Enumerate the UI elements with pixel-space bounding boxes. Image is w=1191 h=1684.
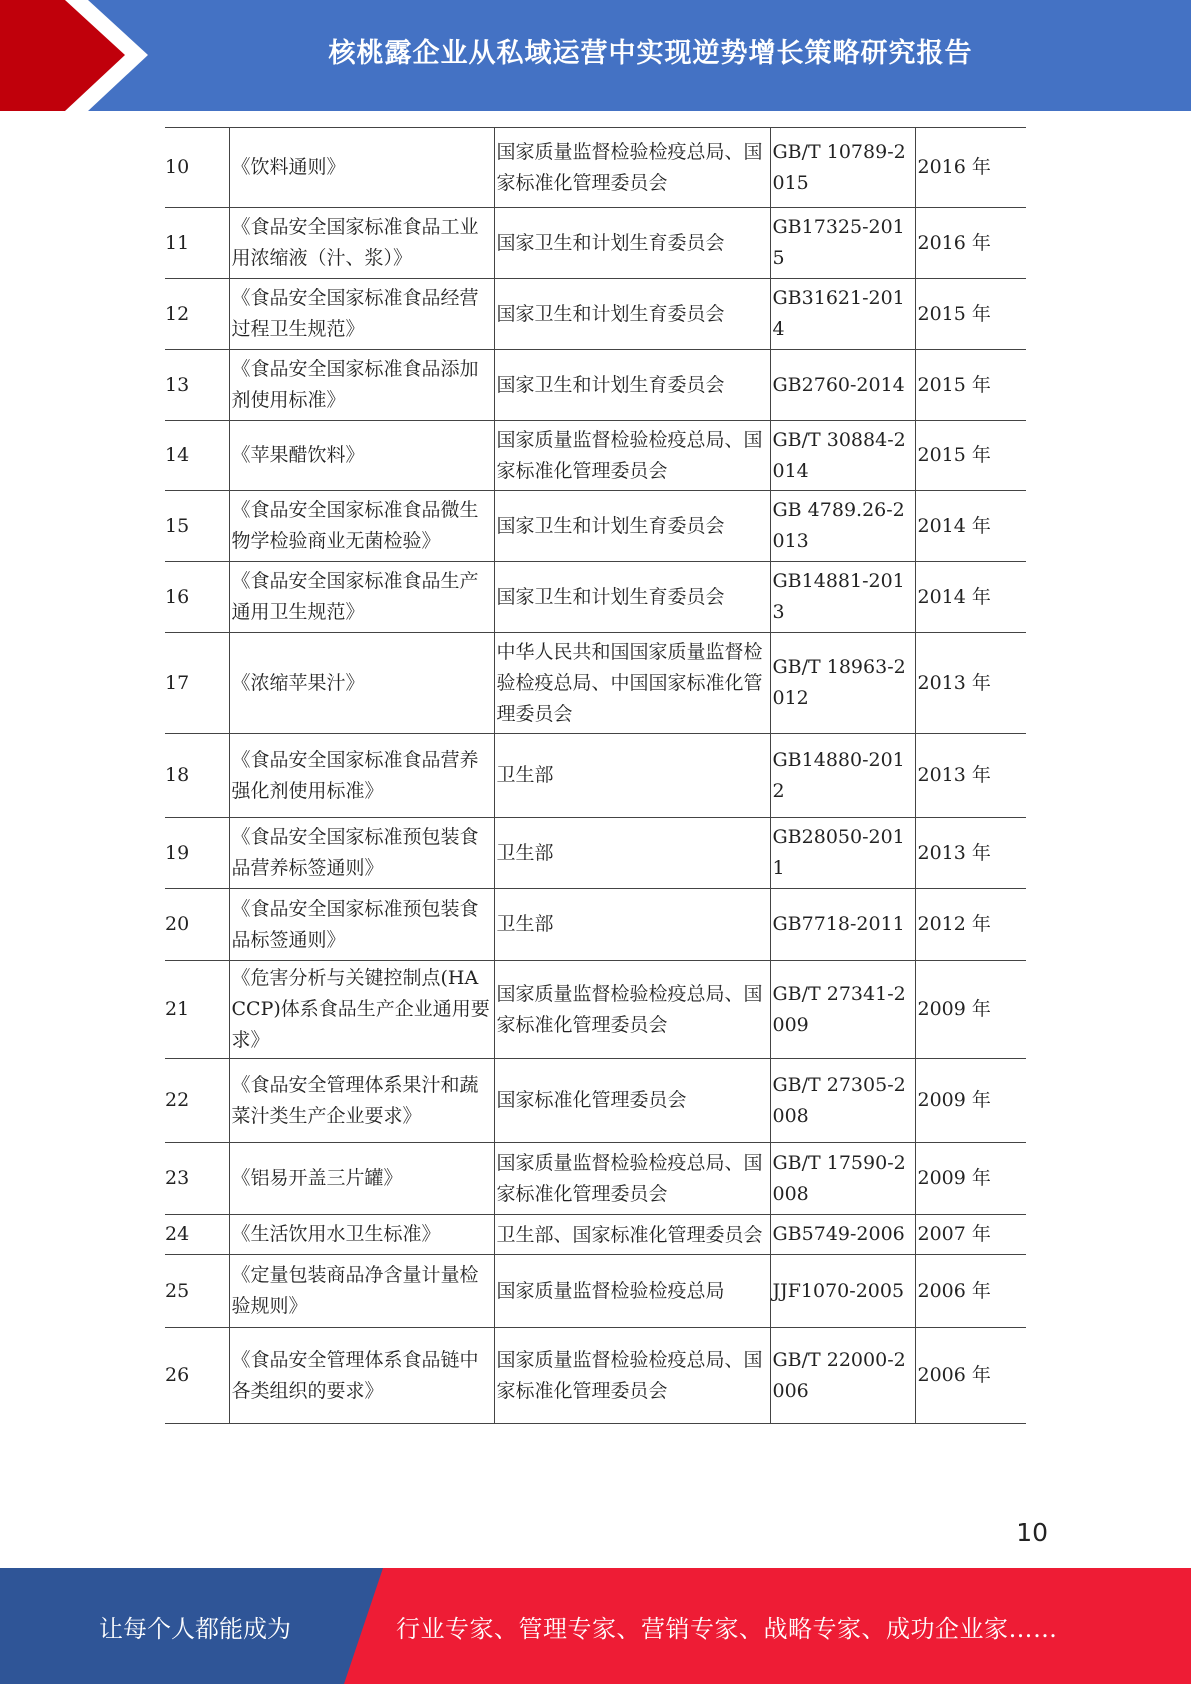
standard-name: 《食品安全国家标准预包装食品标签通则》 — [229, 889, 494, 961]
standard-code: GB17325-2015 — [770, 208, 915, 279]
row-number: 11 — [165, 208, 229, 279]
row-number: 18 — [165, 734, 229, 818]
effective-year: 2014 年 — [915, 491, 1026, 562]
effective-year: 2013 年 — [915, 818, 1026, 889]
table-row — [165, 350, 1026, 421]
effective-year: 2012 年 — [915, 889, 1026, 961]
standard-name: 《食品安全国家标准食品添加剂使用标准》 — [229, 350, 494, 421]
standard-code: GB/T 17590-2008 — [770, 1143, 915, 1215]
standard-code: GB14881-2013 — [770, 562, 915, 633]
effective-year: 2009 年 — [915, 1143, 1026, 1215]
effective-year: 2015 年 — [915, 279, 1026, 350]
effective-year: 2013 年 — [915, 734, 1026, 818]
effective-year: 2006 年 — [915, 1328, 1026, 1424]
standard-code: GB/T 18963-2012 — [770, 633, 915, 734]
row-number: 26 — [165, 1328, 229, 1424]
table-row — [165, 128, 1026, 208]
issuing-authority: 国家卫生和计划生育委员会 — [494, 350, 770, 421]
issuing-authority: 国家质量监督检验检疫总局 — [494, 1255, 770, 1328]
issuing-authority: 国家质量监督检验检疫总局、国家标准化管理委员会 — [494, 1328, 770, 1424]
effective-year: 2009 年 — [915, 1059, 1026, 1143]
issuing-authority: 国家卫生和计划生育委员会 — [494, 562, 770, 633]
standard-name: 《定量包装商品净含量计量检验规则》 — [229, 1255, 494, 1328]
issuing-authority: 卫生部 — [494, 734, 770, 818]
effective-year: 2014 年 — [915, 562, 1026, 633]
issuing-authority: 国家质量监督检验检疫总局、国家标准化管理委员会 — [494, 421, 770, 491]
table-row — [165, 961, 1026, 1059]
row-number: 19 — [165, 818, 229, 889]
standard-code: GB28050-2011 — [770, 818, 915, 889]
footer-banner — [0, 1568, 1191, 1684]
standard-code: JJF1070-2005 — [770, 1255, 915, 1328]
standard-code: GB31621-2014 — [770, 279, 915, 350]
standard-name: 《食品安全国家标准食品工业用浓缩液（汁、浆）》 — [229, 208, 494, 279]
table-row — [165, 1328, 1026, 1424]
table-row — [165, 818, 1026, 889]
table-row — [165, 633, 1026, 734]
effective-year: 2016 年 — [915, 128, 1026, 208]
row-number: 22 — [165, 1059, 229, 1143]
issuing-authority — [494, 1215, 770, 1255]
table-row — [165, 1059, 1026, 1143]
effective-year: 2007 年 — [915, 1215, 1026, 1255]
footer-slogan-tail: 行业专家、管理专家、营销专家、战略专家、成功企业家…… — [396, 1614, 1058, 1643]
row-number: 21 — [165, 961, 229, 1059]
standard-code: GB2760-2014 — [770, 350, 915, 421]
effective-year: 2013 年 — [915, 633, 1026, 734]
standards-table — [165, 127, 1026, 1424]
table-row — [165, 1255, 1026, 1328]
row-number: 24 — [165, 1215, 229, 1255]
row-number: 20 — [165, 889, 229, 961]
standard-code: GB5749-2006 — [770, 1215, 915, 1255]
header-banner — [0, 0, 1191, 111]
standard-code: GB/T 30884-2014 — [770, 421, 915, 491]
row-number: 23 — [165, 1143, 229, 1215]
table-row — [165, 1143, 1026, 1215]
issuing-authority: 中华人民共和国国家质量监督检验检疫总局、中国国家标准化管理委员会 — [494, 633, 770, 734]
standard-name: 《生活饮用水卫生标准》 — [229, 1215, 494, 1255]
standard-name: 《浓缩苹果汁》 — [229, 633, 494, 734]
issuing-authority: 国家质量监督检验检疫总局、国家标准化管理委员会 — [494, 961, 770, 1059]
row-number: 17 — [165, 633, 229, 734]
issuing-authority: 国家卫生和计划生育委员会 — [494, 208, 770, 279]
standard-name: 《苹果醋饮料》 — [229, 421, 494, 491]
standard-name: 《食品安全国家标准预包装食品营养标签通则》 — [229, 818, 494, 889]
standard-name: 《食品安全国家标准食品微生物学检验商业无菌检验》 — [229, 491, 494, 562]
report-title: 核桃露企业从私域运营中实现逆势增长策略研究报告 — [328, 37, 973, 69]
issuing-authority: 国家卫生和计划生育委员会 — [494, 491, 770, 562]
standard-code: GB14880-2012 — [770, 734, 915, 818]
table-row — [165, 491, 1026, 562]
effective-year: 2009 年 — [915, 961, 1026, 1059]
standard-code: GB/T 27341-2009 — [770, 961, 915, 1059]
row-number: 25 — [165, 1255, 229, 1328]
table-row — [165, 1215, 1026, 1255]
standard-code: GB/T 22000-2006 — [770, 1328, 915, 1424]
standard-code: GB/T 10789-2015 — [770, 128, 915, 208]
standard-name: 《饮料通则》 — [229, 128, 494, 208]
row-number: 14 — [165, 421, 229, 491]
standard-code: GB/T 27305-2008 — [770, 1059, 915, 1143]
standard-name: 《食品安全管理体系果汁和蔬菜汁类生产企业要求》 — [229, 1059, 494, 1143]
effective-year: 2016 年 — [915, 208, 1026, 279]
effective-year: 2015 年 — [915, 350, 1026, 421]
issuing-authority: 国家标准化管理委员会 — [494, 1059, 770, 1143]
standard-name: 《食品安全国家标准食品生产通用卫生规范》 — [229, 562, 494, 633]
effective-year: 2006 年 — [915, 1255, 1026, 1328]
standards-table-container — [165, 127, 1026, 1424]
issuing-authority-text: 卫生部、国家标准化管理委员会 — [496, 1223, 763, 1246]
effective-year: 2015 年 — [915, 421, 1026, 491]
standard-name: 《危害分析与关键控制点(HACCP)体系食品生产企业通用要求》 — [229, 961, 494, 1059]
row-number: 16 — [165, 562, 229, 633]
row-number: 13 — [165, 350, 229, 421]
footer-slogan-lead: 让每个人都能成为 — [99, 1614, 291, 1643]
standard-name: 《食品安全管理体系食品链中各类组织的要求》 — [229, 1328, 494, 1424]
standard-name: 《食品安全国家标准食品经营过程卫生规范》 — [229, 279, 494, 350]
row-number: 10 — [165, 128, 229, 208]
table-row — [165, 734, 1026, 818]
page-number: 10 — [1016, 1518, 1048, 1547]
issuing-authority: 卫生部 — [494, 889, 770, 961]
standard-name: 《食品安全国家标准食品营养强化剂使用标准》 — [229, 734, 494, 818]
table-row — [165, 208, 1026, 279]
table-row — [165, 562, 1026, 633]
row-number: 12 — [165, 279, 229, 350]
table-row — [165, 421, 1026, 491]
row-number: 15 — [165, 491, 229, 562]
table-row — [165, 279, 1026, 350]
standard-name: 《铝易开盖三片罐》 — [229, 1143, 494, 1215]
table-row — [165, 889, 1026, 961]
issuing-authority: 卫生部 — [494, 818, 770, 889]
issuing-authority: 国家卫生和计划生育委员会 — [494, 279, 770, 350]
issuing-authority: 国家质量监督检验检疫总局、国家标准化管理委员会 — [494, 1143, 770, 1215]
standard-code: GB7718-2011 — [770, 889, 915, 961]
standard-code: GB 4789.26-2013 — [770, 491, 915, 562]
issuing-authority: 国家质量监督检验检疫总局、国家标准化管理委员会 — [494, 128, 770, 208]
